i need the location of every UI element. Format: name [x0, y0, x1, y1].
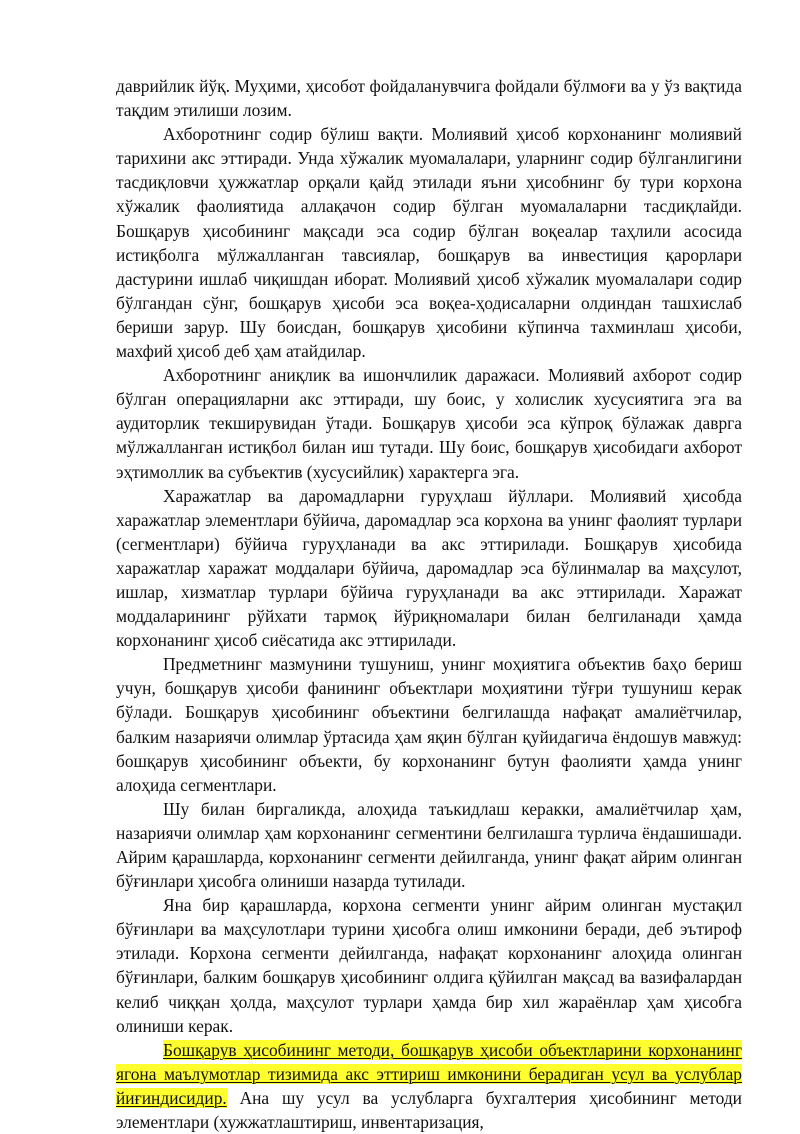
paragraph-subject-understanding: Предметнинг мазмунини тушуниш, унинг моҳиятига объектив баҳо бериш учун, бошқарув ҳисоби фанининг объектлари моҳиятини тўғри тушуниш керак бўлади. Бошқарув ҳисобининг объектини белгилашда нафақат амалиётчилар, балким назариячи олимлар ўртасида ҳам яқин бўлган қуйидагича ёндошув мавжуд: бошқарув ҳисобининг объекти, бу корхонанинг бутун фаолияти ҳамда унинг алоҳида сегментлари.	[116, 654, 742, 795]
paragraph-information-timing: Ахборотнинг содир бўлиш вақти. Молиявий ҳисоб корхонанинг молиявий тарихини акс эттиради. Унда хўжалик муомалалари, уларнинг содир бўлганлигини тасдиқловчи ҳужжатлар орқали қайд этилади яъни ҳисобнинг бу тури корхона хўжалик фаолиятида аллақачон содир бўлган муомалаларни тасдиқлайди. Бошқарув ҳисобининг мақсади эса содир бўлган воқеалар таҳлили асосида истиқболга мўлжалланган тавсиялар, бошқарув ва инвестиция қарорлари дастурини ишлаб чиқишдан иборат. Молиявий ҳисоб хўжалик муомалалари содир бўлгандан сўнг, бошқарув ҳисоби эса воқеа-ҳодисаларни олдиндан ташхислаб бериши зарур. Шу боисдан, бошқарув ҳисобини кўпинча тахминлаш ҳисоби, махфий ҳисоб деб ҳам атайдилар.	[116, 124, 742, 362]
paragraph-continuation: Ана шу усул ва услубларга бухгалтерия ҳисобининг методи элементлари (хужжатлаштириш, инвентаризация,	[116, 1087, 742, 1133]
paragraph-reporting-timeliness: даврийлик йўқ. Муҳими, ҳисобот фойдаланувчига фойдали бўлмоғи ва у ўз вақтида тақдим этилиши лозим.	[116, 76, 742, 121]
paragraph-accounting-method	[116, 1038, 742, 1134]
paragraph-segment-approaches: Шу билан биргаликда, алоҳида таъкидлаш керакки, амалиётчилар ҳам, назариячи олимлар ҳам корхонанинг сегментини белгилашга турлича ёндашишади. Айрим қарашларда, корхонанинг сегменти дейилганда, унинг фақат айрим олинган бўғинлари ҳисобга олиниши назарда тутилади.	[116, 798, 742, 892]
paragraph-cost-grouping: Харажатлар ва даромадларни гуруҳлаш йўллари. Молиявий ҳисобда харажатлар элементлари бўйича, даромадлар эса корхона ва унинг фаолият турлари (сегментлари) бўйича гуруҳланади ва акс эттирилади. Бошқарув ҳисобида харажатлар харажат моддалари бўйича, даромадлар эса бўлинмалар ва маҳсулот, ишлар, хизматлар турлари бўйича гуруҳланади ва акс эттирилади. Харажат моддаларининг рўйхати тармоқ йўриқномалари билан белгиланади ҳамда корхонанинг ҳисоб сиёсатида акс эттирилади.	[116, 485, 742, 651]
document-page	[116, 74, 742, 1134]
paragraph-information-accuracy: Ахборотнинг аниқлик ва ишончлилик даражаси. Молиявий ахборот содир бўлган операцияларни акс эттиради, шу боис, у холислик хусусиятига эга ва аудиторлик текширувидан ўтади. Бошқарув ҳисоби эса кўпроқ бўлажак даврга мўлжалланган истиқбол билан иш тутади. Шу боис, бошқарув ҳисобидаги ахборот эҳтимоллик ва субъектив (хусусийлик) характерга эга.	[116, 365, 742, 482]
paragraph-segment-definition: Яна бир қарашларда, корхона сегменти унинг айрим олинган мустақил бўғинлари ва маҳсулотлари турини ҳисобга олиш имконини беради, деб эътироф этилади. Корхона сегменти дейилганда, нафақат корхонанинг алоҳида олинган бўғинлари, балким бошқарув ҳисобининг олдига қўйилган мақсад ва вазифалардан келиб чиққан ҳолда, маҳсулот турлари ҳамда бир хил жараёнлар ҳам ҳисобга олиниши керак.	[116, 895, 742, 1036]
highlighted-text: Бошқарув ҳисобининг методи, бошқарув ҳисоби объектларини корхонанинг ягона маълумотлар тизимида акс эттириш имконини берадиган усул ва услублар йиғиндисидир.	[116, 1039, 742, 1108]
